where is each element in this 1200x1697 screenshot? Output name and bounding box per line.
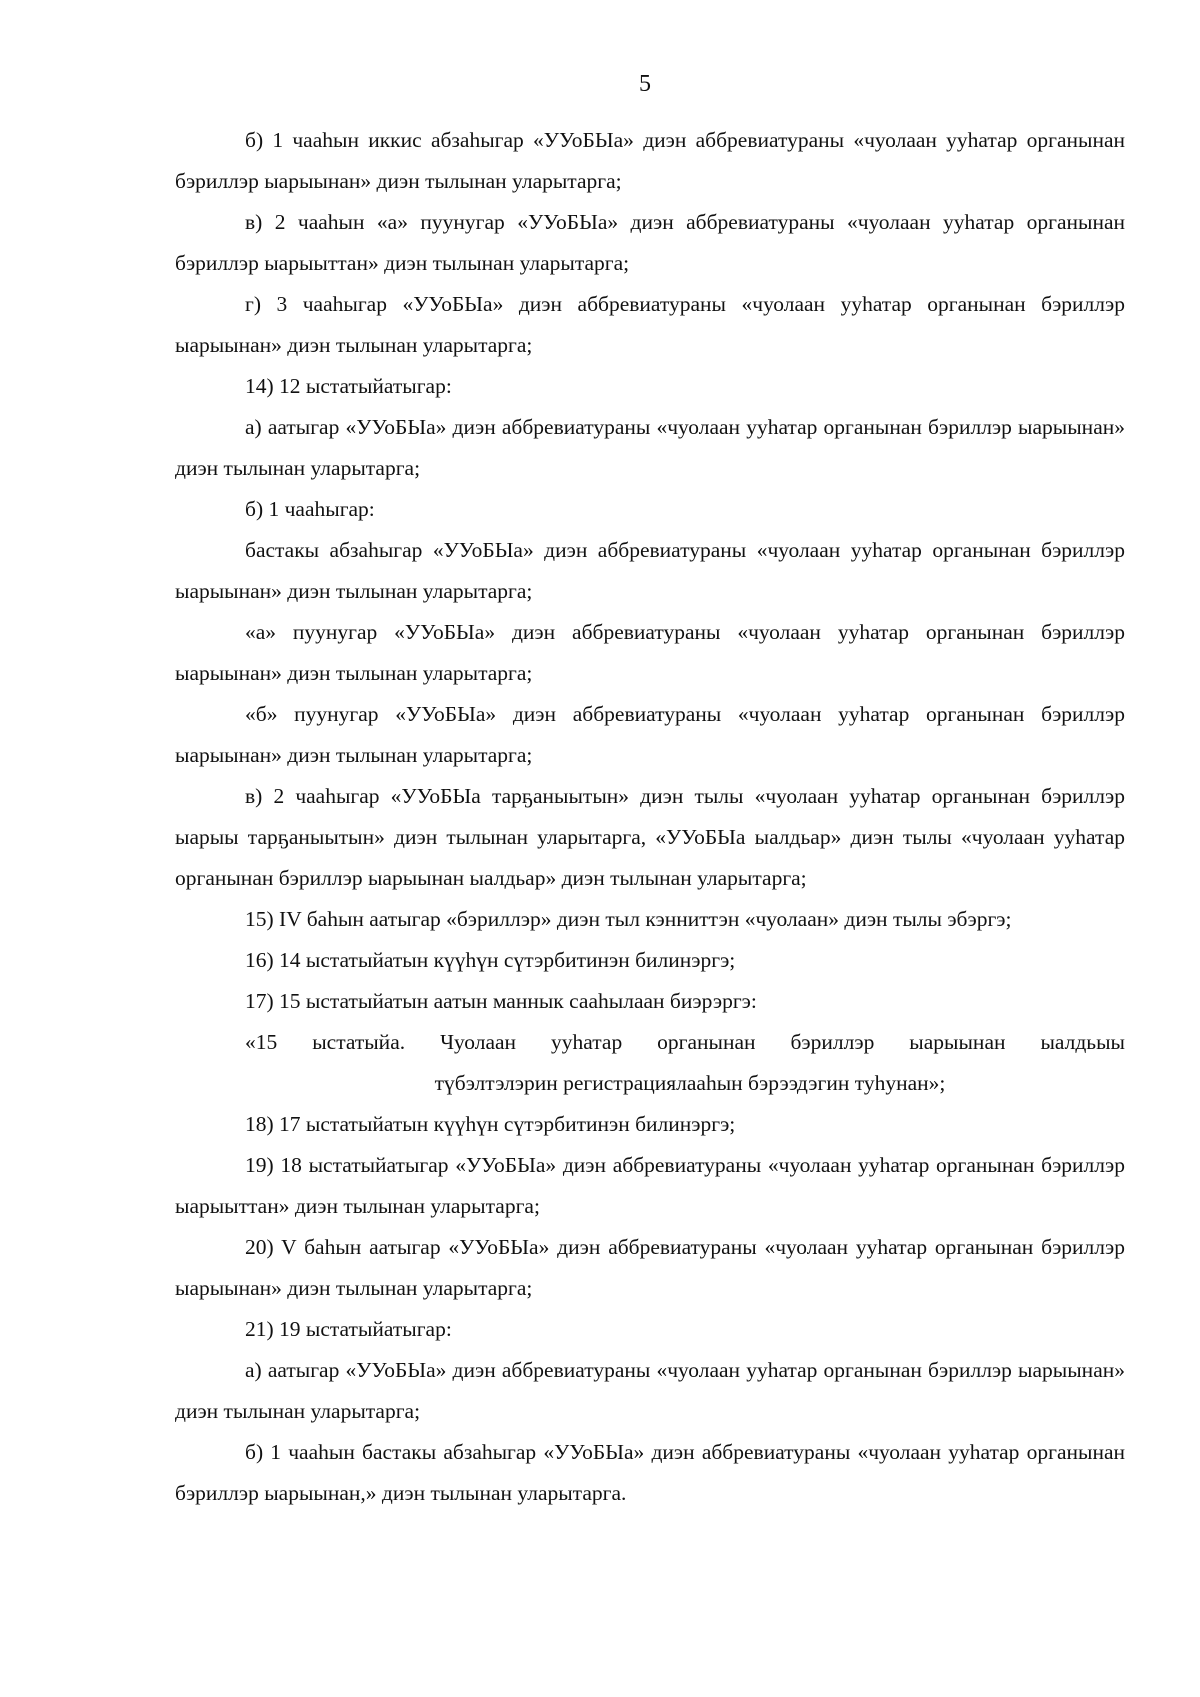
paragraph-item-16: 16) 14 ыстатыйатын күүһүн сүтэрбитинэн билинэргэ;	[245, 948, 736, 972]
page-number: 5	[639, 71, 651, 97]
paragraph-g-part3: г) 3 чааһыгар «УУоБЫа» диэн аббревиатураны «чуолаан ууһатар органынан бэриллэр ыарыынан» диэн тылынан уларытарга;	[175, 292, 1125, 357]
paragraph-a-title: а) аатыгар «УУоБЫа» диэн аббревиатураны «чуолаан ууһатар органынан бэриллэр ыарыынан» диэн тылынан уларытарга;	[175, 415, 1125, 480]
paragraph-item-17: 17) 15 ыстатыйатын аатын маннык сааһылаан биэрэргэ:	[245, 989, 757, 1013]
paragraph-item-21: 21) 19 ыстатыйатыгар:	[245, 1317, 452, 1341]
paragraph-point-b: «б» пуунугар «УУоБЫа» диэн аббревиатураны «чуолаан ууһатар органынан бэриллэр ыарыынан» диэн тылынан уларытарга;	[175, 702, 1125, 767]
paragraph-item-14: 14) 12 ыстатыйатыгар:	[245, 374, 452, 398]
paragraph-a-title-19: а) аатыгар «УУоБЫа» диэн аббревиатураны «чуолаан ууһатар органынан бэриллэр ыарыынан» диэн тылынан уларытарга;	[175, 1358, 1125, 1423]
paragraph-item-19: 19) 18 ыстатыйатыгар «УУоБЫа» диэн аббревиатураны «чуолаан ууһатар органынан бэриллэр ыарыыттан» диэн тылынан уларытарга;	[175, 1153, 1125, 1218]
paragraph-v-part2-spread: в) 2 чааһыгар «УУоБЫа тарҕаныытын» диэн тылы «чуолаан ууһатар органынан бэриллэр ыарыы тарҕаныытын» диэн тылынан уларытарга, «УУоБЫа ыалдьар» диэн тылы «чуолаан ууһатар органынан бэриллэр ыарыынан ыалдьар» диэн тылынан уларытарга;	[175, 784, 1125, 890]
paragraph-b-part1-heading: б) 1 чааһыгар:	[245, 497, 375, 521]
paragraph-v-part2: в) 2 чааһын «а» пуунугар «УУоБЫа» диэн аббревиатураны «чуолаан ууһатар органынан бэриллэр ыарыыттан» диэн тылынан уларытарга;	[175, 210, 1125, 275]
paragraph-first-abzac: бастакы абзаһыгар «УУоБЫа» диэн аббревиатураны «чуолаан ууһатар органынан бэриллэр ыарыынан» диэн тылынан уларытарга;	[175, 538, 1125, 603]
paragraph-item-18: 18) 17 ыстатыйатын күүһүн сүтэрбитинэн билинэргэ;	[245, 1112, 736, 1136]
paragraph-b-first-abzac-19: б) 1 чааһын бастакы абзаһыгар «УУоБЫа» диэн аббревиатураны «чуолаан ууһатар органынан бэриллэр ыарыынан,» диэн тылынан уларытарга.	[175, 1440, 1125, 1505]
article-title-line1: «15 ыстатыйа. Чуолаан ууһатар органынан бэриллэр ыарыынан ыалдьыы	[245, 1030, 1125, 1054]
paragraph-point-a: «а» пуунугар «УУоБЫа» диэн аббревиатураны «чуолаан ууһатар органынан бэриллэр ыарыынан» диэн тылынан уларытарга;	[175, 620, 1125, 685]
paragraph-b-part1: б) 1 чааһын иккис абзаһыгар «УУоБЫа» диэн аббревиатураны «чуолаан ууһатар органынан бэриллэр ыарыынан» диэн тылынан уларытарга;	[175, 128, 1125, 193]
paragraph-item-15: 15) IV баһын аатыгар «бэриллэр» диэн тыл кэнниттэн «чуолаан» диэн тылы эбэргэ;	[245, 907, 1012, 931]
article-title-line2: түбэлтэлэрин регистрациялааһын бэрээдэгин туһунан»;	[434, 1071, 946, 1095]
document-body	[175, 120, 1125, 1514]
paragraph-item-20: 20) V баһын аатыгар «УУоБЫа» диэн аббревиатураны «чуолаан ууһатар органынан бэриллэр ыарыынан» диэн тылынан уларытарга;	[175, 1235, 1125, 1300]
